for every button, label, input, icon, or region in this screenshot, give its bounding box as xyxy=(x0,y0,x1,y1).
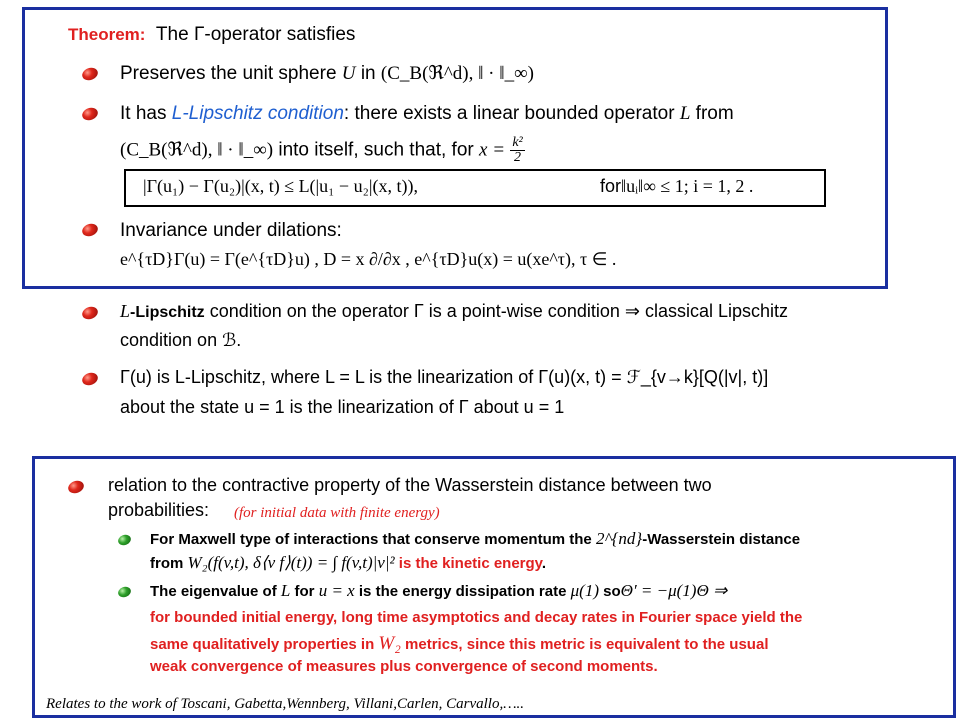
maxwell-period: . xyxy=(541,555,547,572)
theorem-heading xyxy=(68,24,355,46)
item1-in: in xyxy=(360,63,376,84)
eig-L: L xyxy=(280,581,291,600)
eig-theta: Θ′ = −μ(1)Θ ⇒ xyxy=(620,581,728,600)
formula-main: |Γ(u₁) − Γ(u₂)|(x, t) ≤ L(|u₁ − u₂|(x, t)), xyxy=(143,176,418,196)
eig-so: so xyxy=(603,583,621,600)
dilation-formula: e^{τD}Γ(u) = Γ(e^{τD}u) , D = x ∂/∂x , e^{τD}u(x) = u(xe^τ), τ ∈ . xyxy=(120,249,617,269)
maxwell-text-c: -Wasserstein distance xyxy=(642,531,801,548)
item2-fraction xyxy=(510,136,524,165)
maxwell-w2-formula: W₂(f(v,t), δ⟨v f⟩(t)) = ∫ f(v,t)|v|² xyxy=(187,553,395,572)
formula-cond: ‖uᵢ‖∞ ≤ 1; i = 1, 2 . xyxy=(621,176,754,196)
theorem-label: Theorem: xyxy=(68,25,146,44)
maxwell-kinetic: is the kinetic energy xyxy=(398,555,542,572)
item2-line2-text: into itself, such that, for xyxy=(278,139,474,161)
eig-ux: u = x xyxy=(318,581,355,600)
red2-w2: W₂ xyxy=(378,633,401,654)
theorem-item-1 xyxy=(120,62,534,85)
item1-space: (C_B(ℜ^d), ‖ · ‖_∞) xyxy=(380,63,534,84)
eig-a: The eigenvalue of xyxy=(150,583,277,600)
eig-for: for xyxy=(294,583,315,600)
item1-text: Preserves the unit sphere xyxy=(120,63,337,84)
eigenvalue-line xyxy=(150,581,727,601)
bullet-icon xyxy=(80,371,99,388)
red2-a: same qualitatively properties in xyxy=(150,636,375,653)
item1-math: U xyxy=(341,63,356,84)
middle-item-2-line2: about the state u = 1 is the linearization of Γ about u = 1 xyxy=(120,397,565,417)
maxwell-text-a: For Maxwell type of interactions that conserve momentum the xyxy=(150,531,592,548)
item2-op: L xyxy=(679,103,691,124)
red-conclusion-line1: for bounded initial energy, long time asymptotics and decay rates in Fourier space yield the xyxy=(150,609,803,626)
item2-x-eq: x = xyxy=(479,139,506,161)
item2-prefix: It has xyxy=(120,103,167,124)
item2-rest: : there exists a linear bounded operator xyxy=(343,103,675,124)
footer-references: Relates to the work of Toscani, Gabetta,Wennberg, Villani,Carlen, Carvallo,….. xyxy=(46,696,525,712)
fraction-numerator: k² xyxy=(512,135,523,150)
maxwell-line1 xyxy=(150,529,800,549)
lipschitz-condition xyxy=(600,176,753,197)
mid1-L: L xyxy=(120,301,131,321)
theorem-item-2-line1 xyxy=(120,103,734,125)
item2-highlight: L-Lipschitz condition xyxy=(171,103,344,124)
mid1-lipschitz: -Lipschitz xyxy=(130,304,205,321)
theorem-item-3-title: Invariance under dilations: xyxy=(120,220,342,241)
finite-energy-note: (for initial data with finite energy) xyxy=(234,505,440,521)
middle-item-2-line1: Γ(u) is L-Lipschitz, where L = L is the linearization of Γ(u)(x, t) = ℱ_{v→k}[Q(|v|, t)] xyxy=(120,367,769,387)
formula-for: for xyxy=(600,176,622,196)
mid1-text: condition on the operator Γ is a point-wise condition ⇒ classical Lipschitz xyxy=(209,301,788,321)
item2-from: from xyxy=(695,103,734,124)
theorem-item-2-line2 xyxy=(120,136,525,165)
middle-item-1-line2: condition on ℬ. xyxy=(120,330,242,350)
maxwell-2nd: 2^{nd} xyxy=(595,529,643,548)
red-conclusion-line3: weak convergence of measures plus convergence of second moments. xyxy=(150,658,658,675)
item2-line2-space: (C_B(ℜ^d), ‖ · ‖_∞) xyxy=(120,139,274,161)
maxwell-line2 xyxy=(150,553,546,573)
wasserstein-line1: relation to the contractive property of the Wasserstein distance between two xyxy=(108,475,712,495)
wasserstein-line2: probabilities: xyxy=(108,500,210,520)
lipschitz-formula xyxy=(143,176,418,197)
fraction-denominator: 2 xyxy=(514,150,522,165)
bullet-icon xyxy=(80,305,99,322)
eig-c: is the energy dissipation rate xyxy=(358,583,567,600)
eig-mu: μ(1) xyxy=(570,581,599,600)
middle-item-1-line1 xyxy=(120,301,788,322)
red-conclusion-line2 xyxy=(150,633,768,655)
theorem-title: The Γ-operator satisfies xyxy=(155,24,356,45)
red2-b: metrics, since this metric is equivalent to the usual xyxy=(405,636,769,653)
maxwell-from: from xyxy=(150,555,184,572)
